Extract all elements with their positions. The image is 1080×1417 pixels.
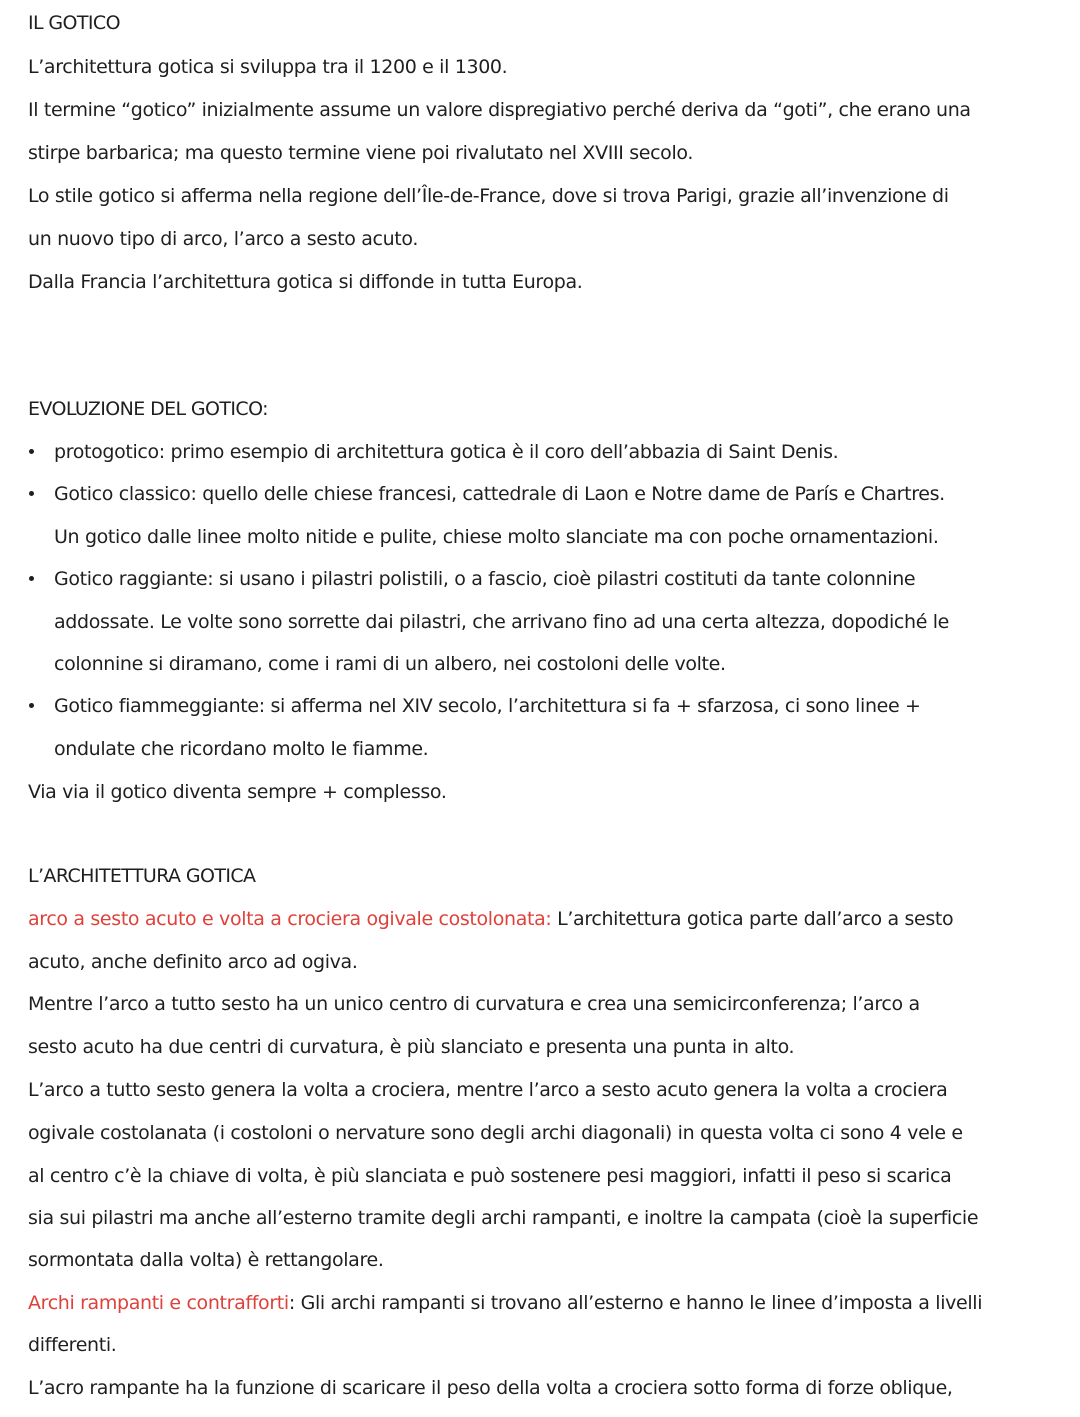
intro-line: Dalla Francia l’architettura gotica si diffonde in tutta Europa. [28,271,583,293]
paragraph-line [28,898,953,940]
bullet-icon [28,431,42,473]
bullet-icon [28,473,42,515]
paragraph-line: L’acro rampante ha la funzione di scaricare il peso della volta a crociera sotto forma di forze oblique, [28,1377,953,1399]
evolution-item-continued: addossate. Le volte sono sorrette dai pilastri, che arrivano fino ad una certa altezza, dopodiché le [54,611,950,633]
intro-line: Il termine “gotico” inizialmente assume un valore dispregiativo perché deriva da “goti”, che erano una [28,99,971,121]
intro-line: stirpe barbarica; ma questo termine viene poi rivalutato nel XVIII secolo. [28,142,694,164]
evolution-closing: Via via il gotico diventa sempre + complesso. [28,781,447,803]
intro-line: un nuovo tipo di arco, l’arco a sesto acuto. [28,228,419,250]
paragraph-line: acuto, anche definito arco ad ogiva. [28,951,358,973]
page-title: IL GOTICO [28,12,120,34]
paragraph-line: sormontata dalla volta) è rettangolare. [28,1249,384,1271]
paragraph-line: ogivale costolanata (i costoloni o nervature sono degli archi diagonali) in questa volta ci sono 4 vele e [28,1122,963,1144]
evolution-item: Gotico fiammeggiante: si afferma nel XIV secolo, l’architettura si fa + sfarzosa, ci sono linee + [54,695,921,717]
paragraph-line: L’arco a tutto sesto genera la volta a crociera, mentre l’arco a sesto acuto genera la volta a crociera [28,1079,948,1101]
paragraph-line: Mentre l’arco a tutto sesto ha un unico centro di curvatura e crea una semicirconferenza; l’arco a [28,993,920,1015]
evolution-item-continued: colonnine si diramano, come i rami di un albero, nei costoloni delle volte. [54,653,726,675]
paragraph-line: sesto acuto ha due centri di curvatura, è più slanciato e presenta una punta in alto. [28,1036,795,1058]
intro-line: L’architettura gotica si sviluppa tra il 1200 e il 1300. [28,56,508,78]
evolution-heading: EVOLUZIONE DEL GOTICO: [28,398,268,420]
bullet-icon [28,558,42,600]
bullet-icon [28,685,42,727]
paragraph-text: : Gli archi rampanti si trovano all’esterno e hanno le linee d’imposta a livelli [288,1292,983,1314]
paragraph-line: al centro c’è la chiave di volta, è più slanciata e può sostenere pesi maggiori, infatti il peso si scarica [28,1165,952,1187]
highlighted-term: Archi rampanti e contrafforti [28,1292,289,1314]
evolution-item: Gotico classico: quello delle chiese francesi, cattedrale di Laon e Notre dame de París e Chartres. [54,483,945,505]
paragraph-text: L’architettura gotica parte dall’arco a sesto [551,908,954,930]
intro-line: Lo stile gotico si afferma nella regione dell’Île-de-France, dove si trova Parigi, grazie all’invenzione di [28,185,949,207]
paragraph-line: differenti. [28,1334,117,1356]
evolution-item-continued: Un gotico dalle linee molto nitide e pulite, chiese molto slanciate ma con poche ornamentazioni. [54,526,939,548]
evolution-item: protogotico: primo esempio di architettura gotica è il coro dell’abbazia di Saint Denis. [54,441,839,463]
evolution-item: Gotico raggiante: si usano i pilastri polistili, o a fascio, cioè pilastri costituti da tante colonnine [54,568,916,590]
architecture-heading: L’ARCHITETTURA GOTICA [28,865,256,887]
paragraph-line: sia sui pilastri ma anche all’esterno tramite degli archi rampanti, e inoltre la campata (cioè la superficie [28,1207,979,1229]
evolution-item-continued: ondulate che ricordano molto le fiamme. [54,738,429,760]
highlighted-term: arco a sesto acuto e volta a crociera ogivale costolonata: [28,908,552,930]
paragraph-line [28,1282,982,1324]
